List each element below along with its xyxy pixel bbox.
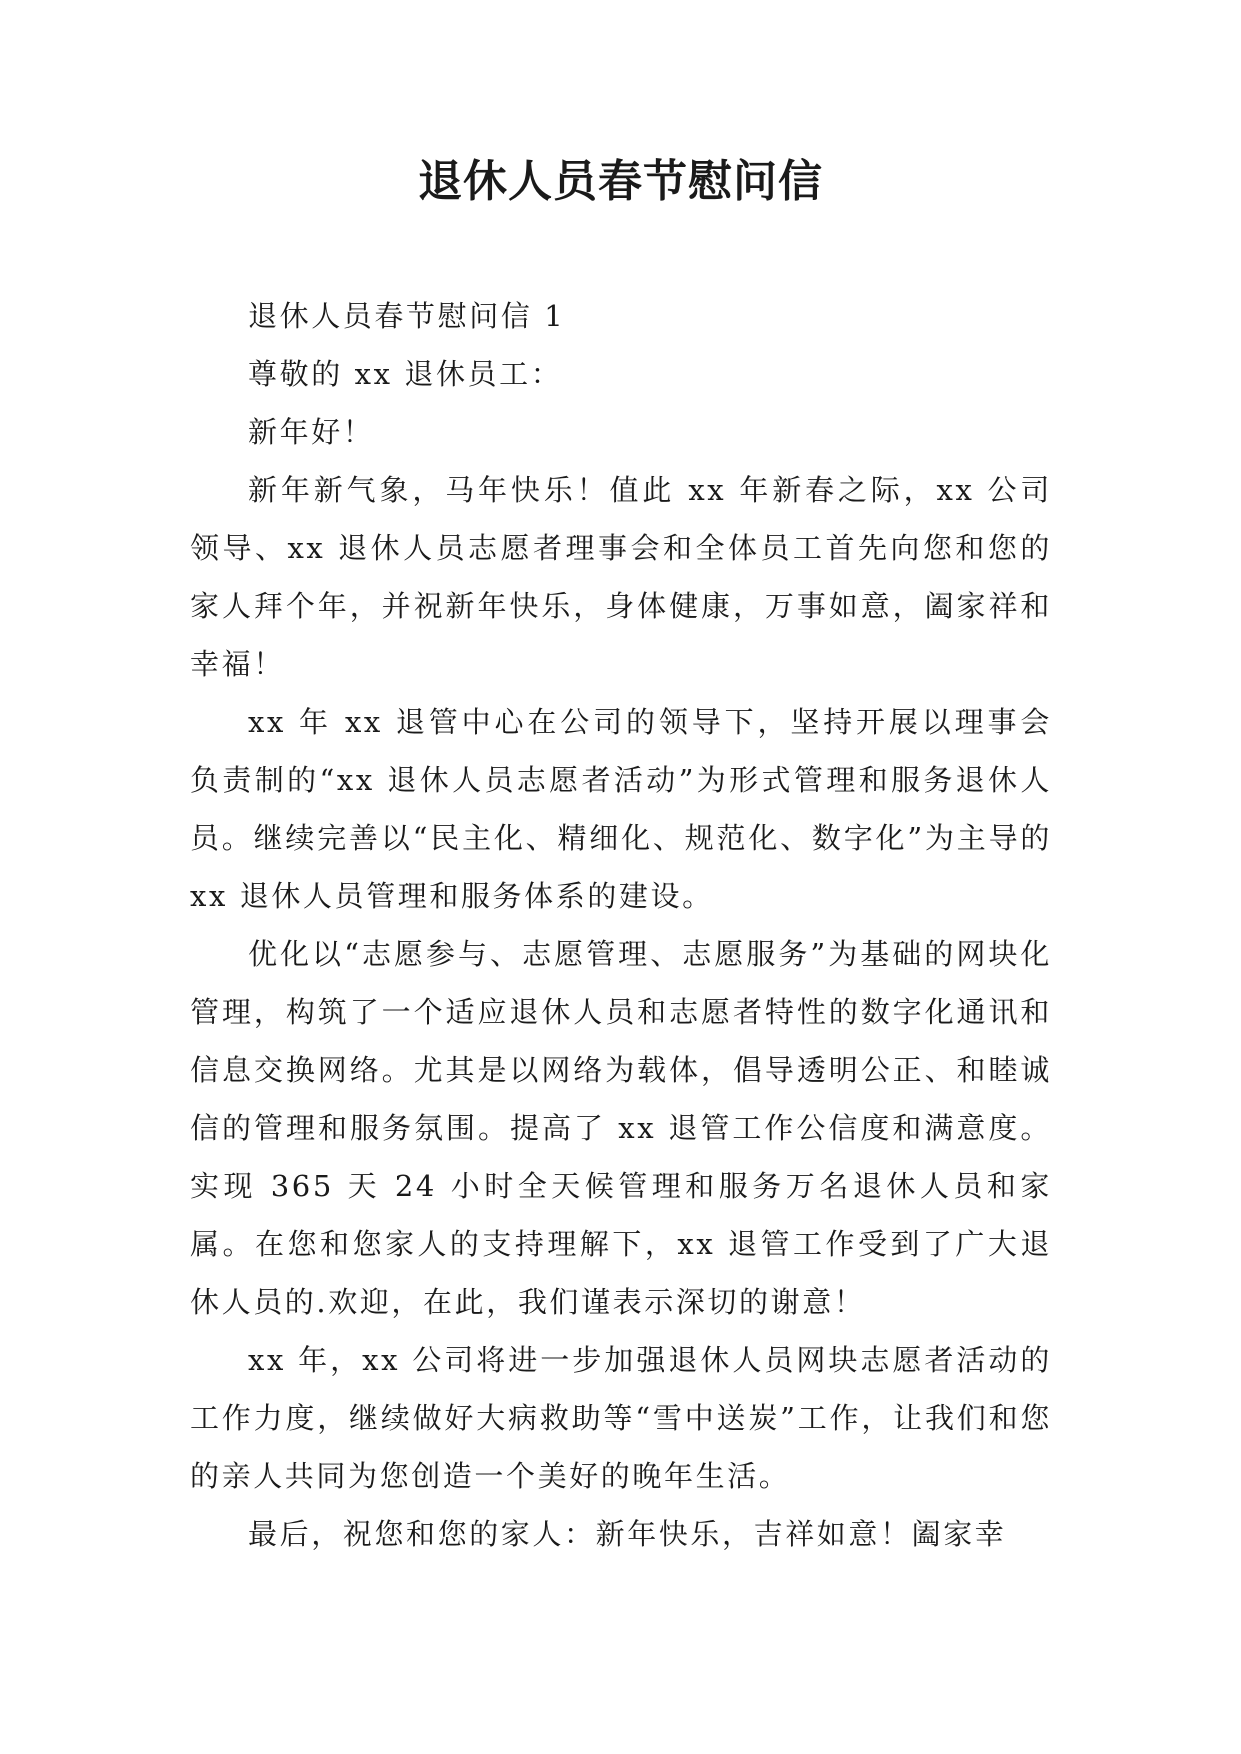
- paragraph-greeting: 新年好！: [248, 415, 375, 449]
- paragraph-heading: 退休人员春节慰问信 1: [248, 299, 566, 333]
- paragraph-new-year-wishes: 新年新气象，马年快乐！值此 xx 年新春之际，xx 公司领导、xx 退休人员志愿者理事会和全体员工首先向您和您的家人拜个年，并祝新年快乐，身体健康，万事如意，阖家祥和幸福！: [190, 473, 1052, 681]
- paragraph-work-summary: xx 年 xx 退管中心在公司的领导下，坚持开展以理事会负责制的“xx 退休人员志愿者活动”为形式管理和服务退休人员。继续完善以“民主化、精细化、规范化、数字化”为主导的 xx 退休人员管理和服务体系的建设。: [190, 705, 1052, 913]
- paragraph-closing: 最后，祝您和您的家人：新年快乐，吉祥如意！阖家幸: [248, 1517, 1007, 1551]
- paragraph-salutation: 尊敬的 xx 退休员工：: [248, 357, 563, 391]
- paragraph-future-plan: xx 年，xx 公司将进一步加强退休人员网块志愿者活动的工作力度，继续做好大病救助等“雪中送炭”工作，让我们和您的亲人共同为您创造一个美好的晚年生活。: [190, 1343, 1052, 1493]
- document-body: [190, 287, 1052, 1563]
- paragraph-network-management: 优化以“志愿参与、志愿管理、志愿服务”为基础的网块化管理，构筑了一个适应退休人员和志愿者特性的数字化通讯和信息交换网络。尤其是以网络为载体，倡导透明公正、和睦诚信的管理和服务氛围。提高了 xx 退管工作公信度和满意度。实现 365 天 24 小时全天候管理和服务万名退休人员和家属。在您和您家人的支持理解下，xx 退管工作受到了广大退休人员的.欢迎，在此，我们谨表示深切的谢意！: [190, 937, 1052, 1319]
- document-title: 退休人员春节慰问信: [418, 156, 823, 207]
